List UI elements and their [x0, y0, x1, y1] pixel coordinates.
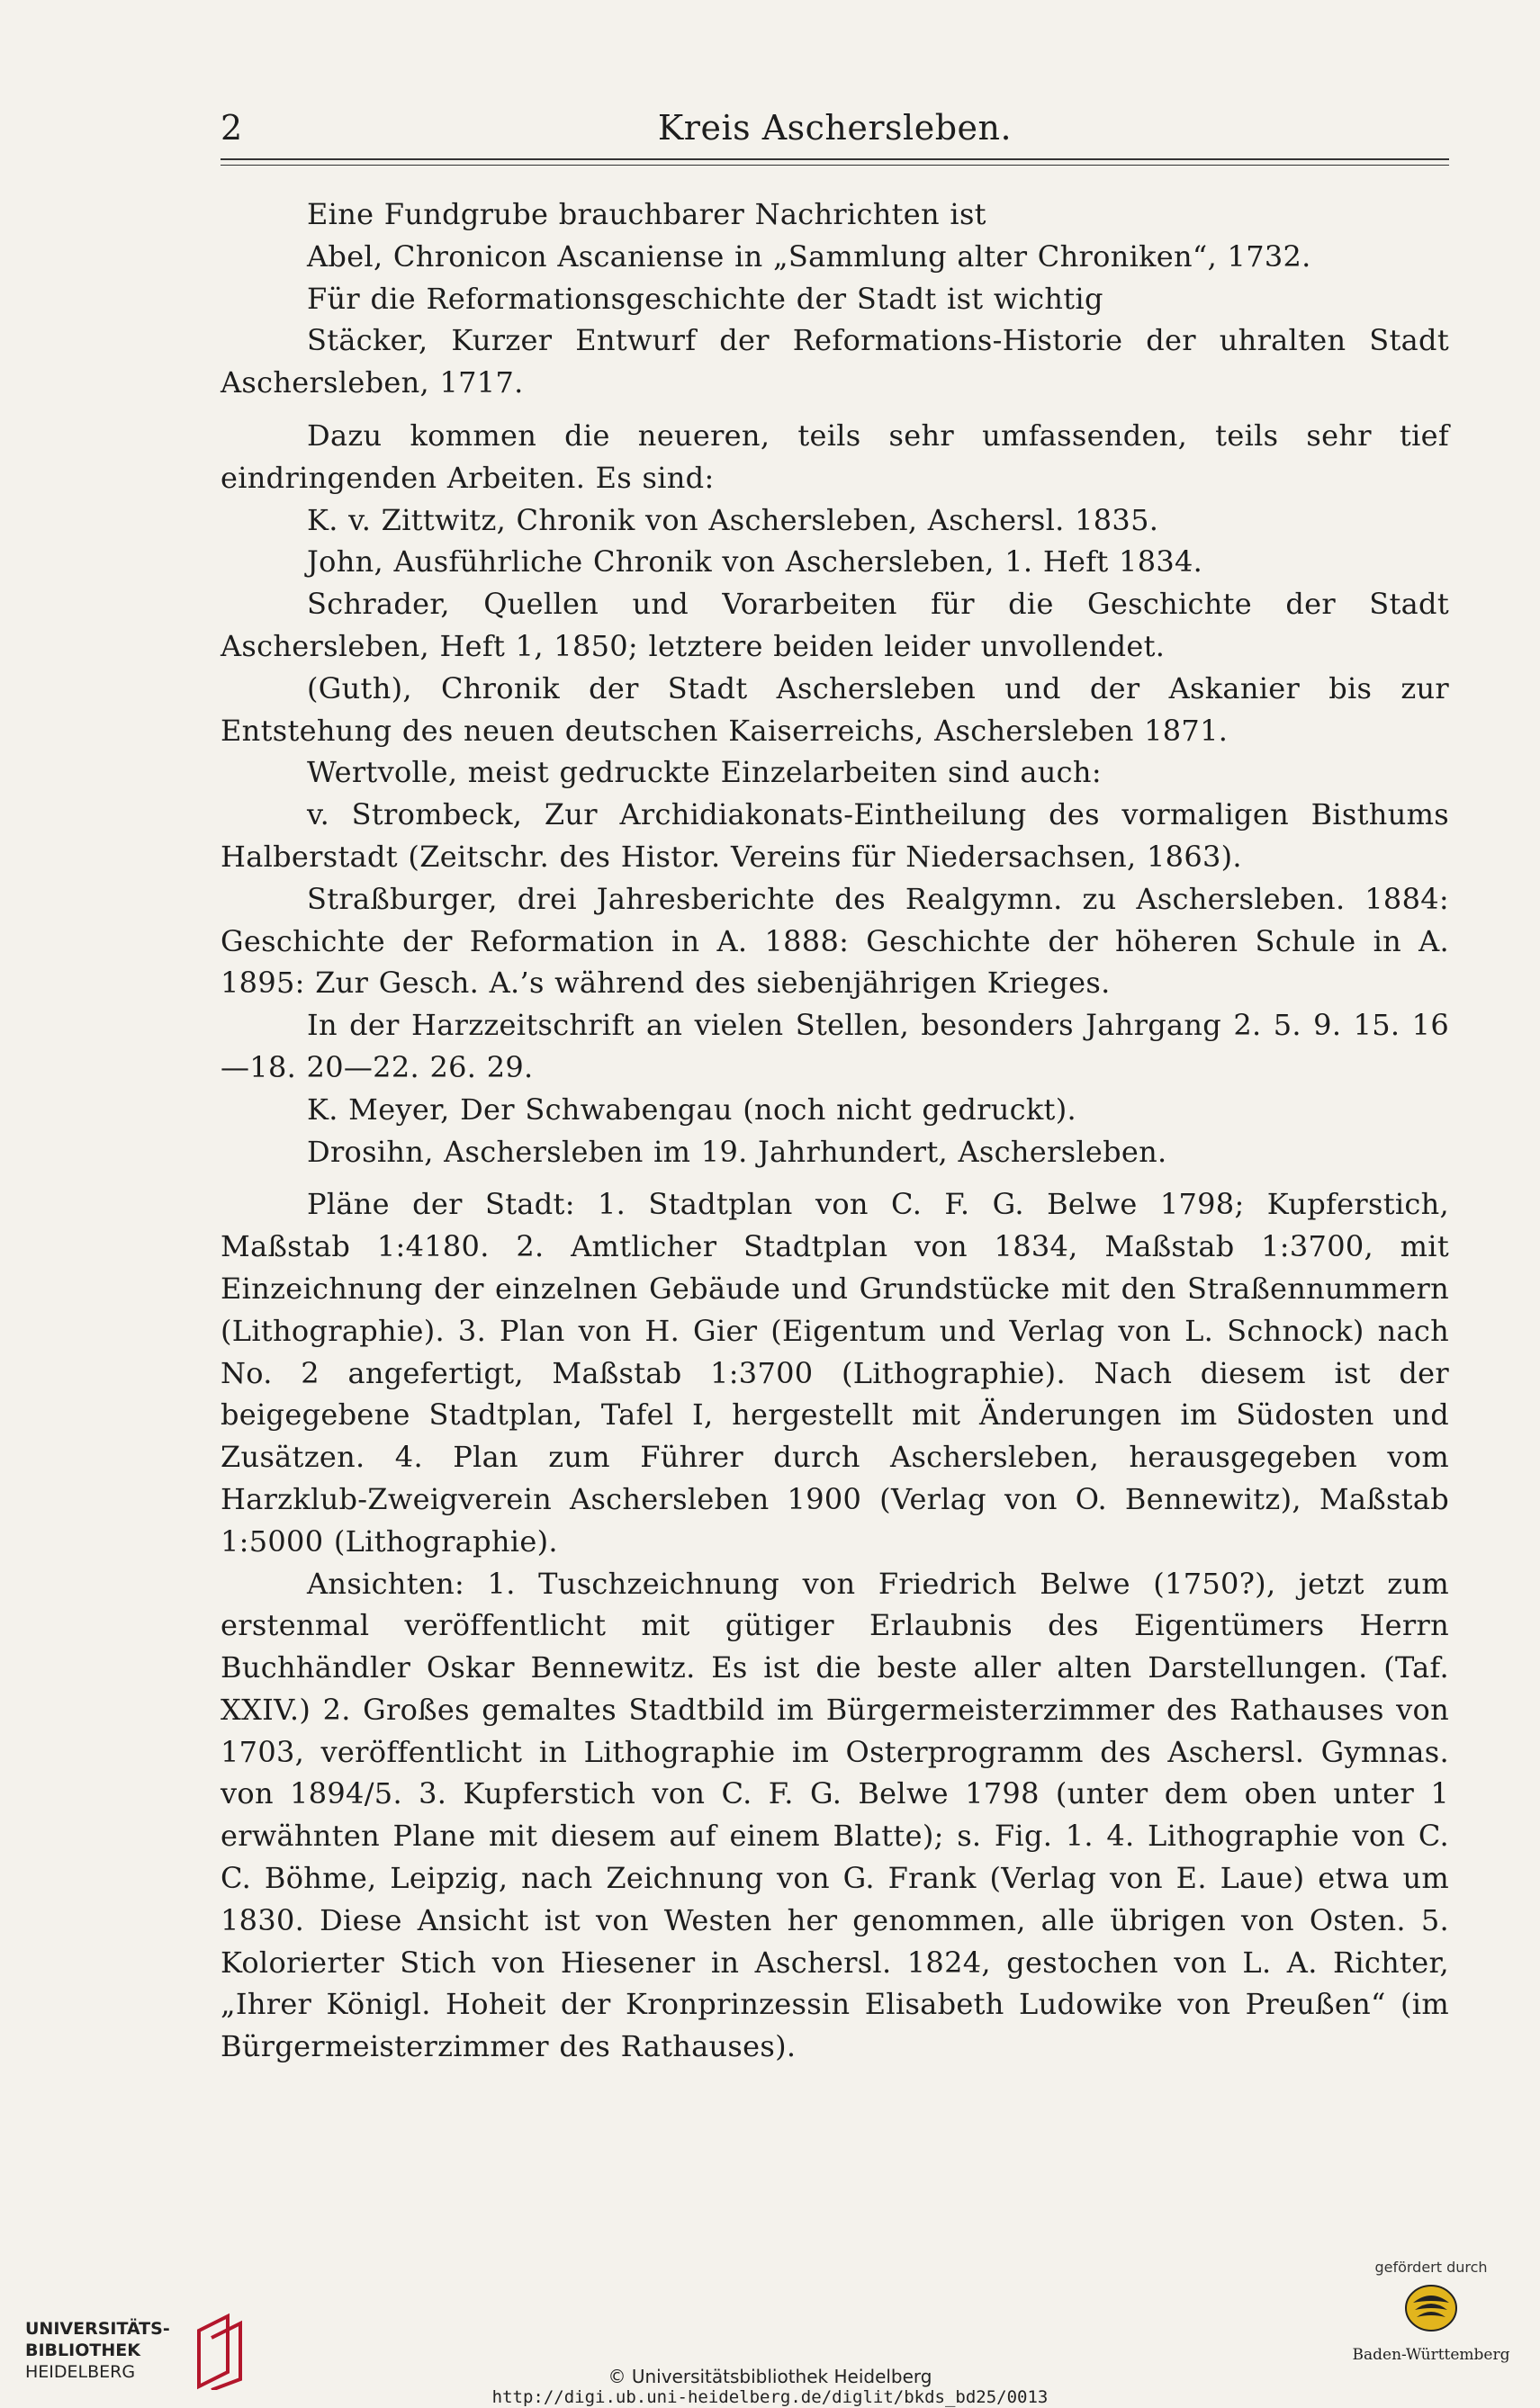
paragraph: Dazu kommen die neueren, teils sehr umfassenden, teils sehr tief eindringenden Arbeiten. Es sind: — [221, 418, 1449, 495]
paragraph: Pläne der Stadt: 1. Stadtplan von C. F. G. Belwe 1798; Kupferstich, Maßstab 1:4180. 2. Amtlicher Stadtplan von 1834, Maßstab 1:3700, mit Einzeichnung der einzelnen Gebäude und Grundstücke mit den Straßennummern (Lithographie). 3. Plan von H. Gier (Eigentum und Verlag von L. Schnock) nach No. 2 angefertigt, Maßstab 1:3700 (Lithographie). Nach diesem ist der beigegebene Stadtplan, Tafel I, hergestellt mit Änderungen im Südosten und Zusätzen. 4. Plan zum Führer durch Aschersleben, herausgegeben vom Harzklub-Zweigverein Aschersleben 1900 (Verlag von O. Bennewitz), Maßstab 1:5000 (Lithographie). — [221, 1187, 1449, 1559]
body-text — [221, 193, 1449, 2068]
sponsor-block — [1341, 2259, 1521, 2394]
paragraph: v. Strombeck, Zur Archidiakonats-Eintheilung des vormaligen Bisthums Halberstadt (Zeitschr. des Histor. Vereins für Niedersachsen, 1863). — [221, 797, 1449, 874]
library-name-line: HEIDELBERG — [25, 2362, 136, 2382]
header-rule — [221, 158, 1449, 160]
paragraph: K. v. Zittwitz, Chronik von Aschersleben, Aschersl. 1835. — [307, 502, 1159, 537]
page-number: 2 — [221, 108, 243, 148]
paragraph: John, Ausführliche Chronik von Aschersleben, 1. Heft 1834. — [307, 544, 1203, 580]
paragraph: Abel, Chronicon Ascaniense in „Sammlung alter Chroniken“, 1732. — [307, 238, 1311, 274]
running-header — [221, 108, 1449, 153]
copyright-text: © Universitätsbibliothek Heidelberg — [608, 2366, 932, 2387]
coat-of-arms-icon — [1404, 2283, 1458, 2333]
paragraph: Drosihn, Aschersleben im 19. Jahrhundert, Aschersleben. — [307, 1134, 1167, 1169]
paragraph: Stäcker, Kurzer Entwurf der Reformations-Historie der uhralten Stadt Aschersleben, 1717. — [221, 323, 1449, 400]
paragraph: (Guth), Chronik der Stadt Aschersleben und der Askanier bis zur Entstehung des neuen deutschen Kaiserreichs, Aschersleben 1871. — [221, 670, 1449, 748]
header-rule-thin — [221, 165, 1449, 166]
digitization-footer — [0, 2241, 1540, 2406]
paragraph: K. Meyer, Der Schwabengau (noch nicht gedruckt). — [307, 1092, 1076, 1127]
sponsor-name: Baden-Württemberg — [1352, 2346, 1510, 2364]
paragraph: Straßburger, drei Jahresberichte des Realgymn. zu Aschersleben. 1884: Geschichte der Reformation in A. 1888: Geschichte der höheren Schule in A. 1895: Zur Gesch. A.’s während des siebenjährigen Krieges. — [221, 881, 1449, 1001]
running-title: Kreis Aschersleben. — [657, 108, 1013, 148]
paragraph: Für die Reformationsgeschichte der Stadt ist wichtig — [307, 281, 1103, 316]
paragraph: In der Harzzeitschrift an vielen Stellen, besonders Jahrgang 2. 5. 9. 15. 16—18. 20—22. 26. 29. — [221, 1008, 1449, 1084]
paragraph: Eine Fundgrube brauchbarer Nachrichten ist — [307, 197, 986, 231]
permalink[interactable]: http://digi.ub.uni-heidelberg.de/diglit/bkds_bd25/0013 — [491, 2387, 1049, 2407]
library-name-line: UNIVERSITÄTS- — [25, 2319, 170, 2339]
paragraph: Schrader, Quellen und Vorarbeiten für die Geschichte der Stadt Aschersleben, Heft 1, 1850; letztere beiden leider unvollendet. — [221, 587, 1449, 663]
library-name-line: BIBLIOTHEK — [25, 2341, 140, 2360]
copyright-notice — [0, 2367, 1540, 2408]
paragraph: Wertvolle, meist gedruckte Einzelarbeiten sind auch: — [307, 755, 1102, 790]
paragraph: Ansichten: 1. Tuschzeichnung von Friedrich Belwe (1750?), jetzt zum erstenmal veröffentlicht mit gütiger Erlaubnis des Eigentümers Herrn Buchhändler Oskar Bennewitz. Es ist die beste aller alten Darstellungen. (Taf. XXIV.) 2. Großes gemaltes Stadtbild im Bürgermeisterzimmer des Rathauses von 1703, veröffentlicht in Lithographie im Osterprogramm des Aschersl. Gymnas. von 1894/5. 3. Kupferstich von C. F. G. Belwe 1798 (unter dem oben unter 1 erwähnten Plane mit diesem auf einem Blatte); s. Fig. 1. 4. Lithographie von C. C. Böhme, Leipzig, nach Zeichnung von G. Frank (Verlag von E. Laue) etwa um 1830. Diese Ansicht ist von Westen her genommen, alle übrigen von Osten. 5. Kolorierter Stich von Hiesener in Aschersl. 1824, gestochen von L. A. Richter, „Ihrer Königl. Hoheit der Kronprinzessin Elisabeth Ludowike von Preußen“ (im Bürgermeisterzimmer des Rathauses). — [221, 1566, 1449, 2064]
sponsor-label: gefördert durch — [1374, 2259, 1488, 2276]
